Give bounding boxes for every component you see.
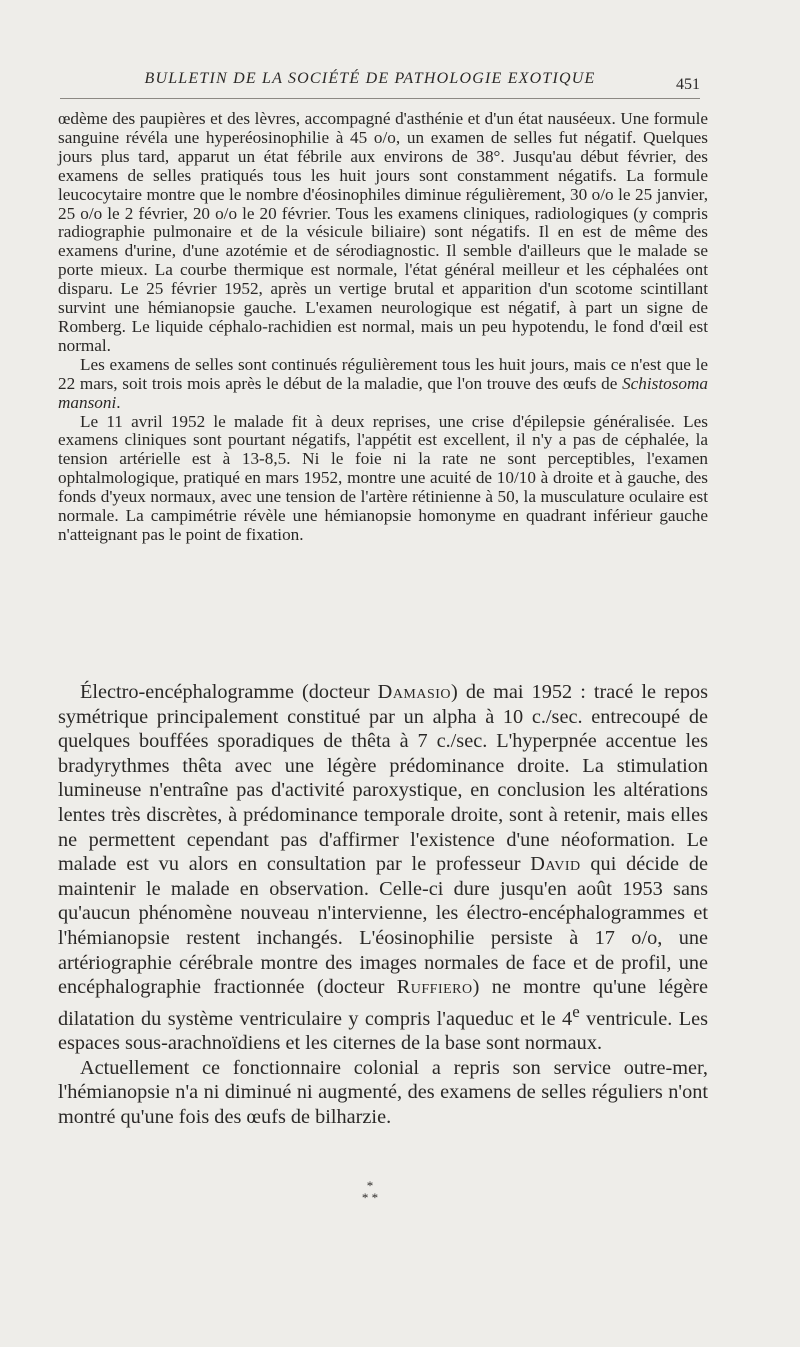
separator-star: * [366, 1178, 374, 1193]
author-name: Ruffiero [396, 976, 473, 999]
paragraph: Actuellement ce fonctionnaire colonial a repris son service outre-mer, l'hémianopsie n'a ni diminué ni augmenté, des examens de selles réguliers n'ont montré qu'une fois des œufs de bilharzie. [58, 1056, 708, 1128]
page-header [60, 70, 700, 100]
author-name: Damasio [377, 681, 452, 703]
species-name: Schistosoma mansoni [58, 373, 708, 412]
header-rule [60, 98, 700, 99]
paragraph: Les examens de selles sont continués régulièrement tous les huit jours, mais ce n'est que le 22 mars, soit trois mois après le début de la maladie, que l'on trouve des œufs de Schistosoma mansoni. [58, 354, 708, 412]
superscript: e [572, 1001, 580, 1021]
paragraph: Électro-encéphalogramme (docteur Damasio) de mai 1952 : tracé le repos symétrique principalement constitué par un alpha à 10 c./sec. entrecoupé de quelques bouffées sporadiques de thêta à 7 c./sec. L'hyperpnée accentue les bradyrythmes thêta avec une légère prédominance droite. La stimulation lumineuse n'entraîne pas d'activité paroxystique, en conclusion les altérations lentes très discrètes, à prédominance temporale droite, sont à retenir, mais elles ne permettent cependant pas d'affirmer l'existence d'une néoformation. Le malade est vu alors en consultation par le professeur David qui décide de maintenir le malade en observation. Celle-ci dure jusqu'en août 1953 sans qu'aucun phénomène nouveau n'intervienne, les électro-encéphalogrammes et l'hémianopsie restent inchangés. L'éosinophilie persiste à 17 o/o, une artériographie cérébrale montre des images normales de face et de profil, une encéphalographie fractionnée (docteur Ruffiero) ne montre qu'une légère dilatation du système ventriculaire y compris l'aqueduc et le 4e ventricule. Les espaces sous-arachnoïdiens et les citernes de la base sont normaux. [58, 681, 708, 1055]
separator-stars: * * [361, 1190, 379, 1205]
paragraph: Le 11 avril 1952 le malade fit à deux reprises, une crise d'épilepsie généralisée. Les examens cliniques sont pourtant négatifs, l'appétit est excellent, il n'y a pas de céphalée, la tension artérielle est à 13-8,5. Ni le foie ni la rate ne sont perceptibles, l'examen ophtalmologique, pratiqué en mars 1952, montre une acuité de 10/10 à droite et à gauche, des fonds d'yeux normaux, avec une tension de l'artère rétinienne à 50, la musculature oculaire est normale. La campimétrie révèle une hémianopsie homonyme en quadrant inférieur gauche n'atteignant pas le point de fixation. [58, 411, 708, 544]
small-print-section [58, 110, 708, 545]
paragraph: œdème des paupières et des lèvres, accompagné d'asthénie et d'un état nauséeux. Une formule sanguine révéla une hyperéosinophilie à 45 o/o, un examen de selles fut négatif. Quelques jours plus tard, apparut un état fébrile aux environs de 38°. Jusqu'au début février, des examens de selles pratiqués tous les huit jours sont constamment négatifs. La formule leucocytaire montre que le nombre d'éosinophiles diminue régulièrement, 30 o/o le 25 janvier, 25 o/o le 2 février, 20 o/o le 20 février. Tous les examens cliniques, radiologiques (y compris radiographie pulmonaire et de la vésicule biliaire) sont négatifs. Il en est de même des examens d'urine, d'une azotémie et de sérodiagnostic. Il semble d'ailleurs que le malade se porte mieux. La courbe thermique est normale, l'état général meilleur et les céphalées ont disparu. Le 25 février 1952, après un vertige brutal et apparition d'un scotome scintillant survint une hémianopsie gauche. L'examen neurologique est négatif, à part un signe de Romberg. Le liquide céphalo-rachidien est normal, mais un peu hypotendu, le fond d'œil est normal. [58, 109, 708, 355]
author-name: David [530, 853, 581, 876]
page-number: 451 [676, 76, 700, 93]
section-separator [320, 1180, 420, 1204]
large-print-section [58, 680, 708, 1129]
running-title: BULLETIN DE LA SOCIÉTÉ DE PATHOLOGIE EXOTIQUE [144, 70, 596, 87]
